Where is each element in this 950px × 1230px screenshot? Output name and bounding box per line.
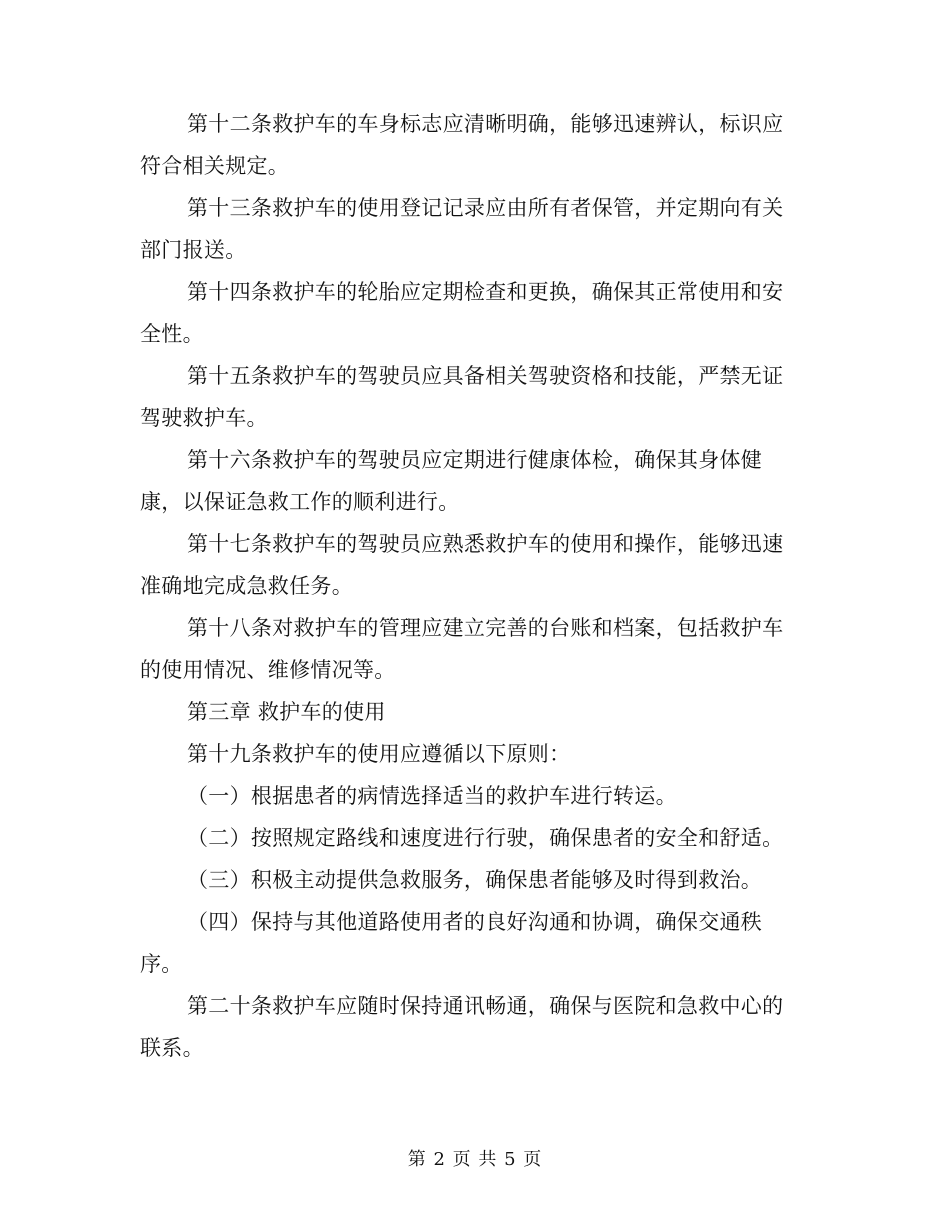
list-item-principle-1 (140, 775, 810, 817)
paragraph-article-20 (140, 985, 810, 1069)
paragraph-article-18 (140, 607, 810, 691)
paragraph-line: 第十六条救护车的驾驶员应定期进行健康体检，确保其身体健 (187, 448, 763, 472)
paragraph-article-12 (140, 103, 810, 187)
paragraph-line: 第十三条救护车的使用登记记录应由所有者保管，并定期向有关 (187, 196, 784, 220)
chapter-title: 第三章 救护车的使用 (187, 700, 386, 724)
paragraph-line: 第二十条救护车应随时保持通讯畅通，确保与医院和急救中心的 (187, 994, 784, 1018)
paragraph-line: 第十八条对救护车的管理应建立完善的台账和档案，包括救护车 (187, 616, 784, 640)
list-item-line: （三）积极主动提供急救服务，确保患者能够及时得到救治。 (187, 868, 763, 892)
paragraph-article-15 (140, 355, 810, 439)
list-item-principle-3 (140, 859, 810, 901)
list-item-line: （四）保持与其他道路使用者的良好沟通和协调，确保交通秩 (187, 910, 763, 934)
paragraph-line: 部门报送。 (140, 238, 247, 262)
list-item-principle-4 (140, 901, 810, 985)
paragraph-line: 第十五条救护车的驾驶员应具备相关驾驶资格和技能，严禁无证 (187, 364, 784, 388)
paragraph-line: 准确地完成急救任务。 (140, 574, 353, 598)
list-item-line: 序。 (140, 952, 183, 976)
paragraph-line: 符合相关规定。 (140, 154, 290, 178)
page-number-footer: 第 2 页 共 5 页 (407, 1149, 543, 1170)
paragraph-line: 全性。 (140, 322, 204, 346)
paragraph-line: 联系。 (140, 1036, 204, 1060)
paragraph-line: 康，以保证急救工作的顺利进行。 (140, 490, 460, 514)
paragraph-article-13 (140, 187, 810, 271)
paragraph-line: 第十二条救护车的车身标志应清晰明确，能够迅速辨认，标识应 (187, 112, 784, 136)
paragraph-article-14 (140, 271, 810, 355)
paragraph-line: 第十七条救护车的驾驶员应熟悉救护车的使用和操作，能够迅速 (187, 532, 784, 556)
paragraph-line: 第十四条救护车的轮胎应定期检查和更换，确保其正常使用和安 (187, 280, 784, 304)
paragraph-article-19 (140, 733, 810, 775)
paragraph-article-17 (140, 523, 810, 607)
paragraph-article-16 (140, 439, 810, 523)
document-body (140, 103, 810, 1069)
chapter-heading (140, 691, 810, 733)
paragraph-line: 驾驶救护车。 (140, 406, 268, 430)
paragraph-line: 的使用情况、维修情况等。 (140, 658, 396, 682)
list-item-line: （一）根据患者的病情选择适当的救护车进行转运。 (187, 784, 677, 808)
list-item-principle-2 (140, 817, 810, 859)
list-item-line: （二）按照规定路线和速度进行行驶，确保患者的安全和舒适。 (187, 826, 784, 850)
paragraph-line: 第十九条救护车的使用应遵循以下原则： (187, 742, 571, 766)
